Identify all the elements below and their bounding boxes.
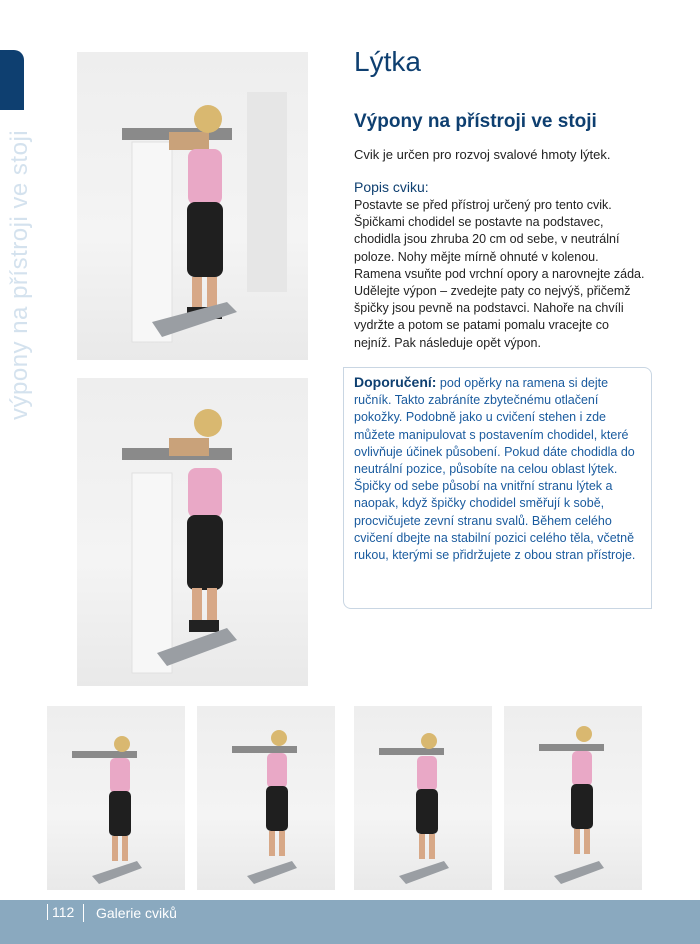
sequence-photo-2 — [197, 706, 335, 890]
exercise-photo-raised — [77, 378, 308, 686]
footer-section-title: Galerie cviků — [96, 905, 177, 921]
intro-text: Cvik je určen pro rozvoj svalové hmoty lýtek. — [354, 147, 611, 162]
side-label: výpony na přístroji ve stoji — [6, 129, 33, 420]
recommendation-heading: Doporučení: — [354, 374, 437, 390]
page-number: 112 — [47, 904, 74, 920]
recommendation-text: pod opěrky na ramena si dejte ručník. Takto zabráníte zbytečnému otlačení pokožky. Podobně jako u cvičení stehen i zde můžete manipulovat s postavením chodidel, které ovlivňuje účinek působení. Pokud dáte chodidla do neutrální pozice, působíte na celou oblast lýtek. Špičky od sebe působí na vnitřní stranu lýtek a naopak, když špičky chodidel směřují k sobě, procvičujete zevní stranu svalů. Během celého cvičení dbejte na stabilní pozici celého těla, včetně rukou, kterými se přidržujete z obou stran přístroje. — [354, 376, 636, 563]
description-heading: Popis cviku: — [354, 179, 429, 195]
sequence-photo-3 — [354, 706, 492, 890]
chapter-tab — [0, 50, 24, 110]
description-text: Postavte se před přístroj určený pro tento cvik. Špičkami chodidel se postavte na podstavec, chodidla jsou zhruba 20 cm od sebe, v neutrální poloze. Nohy mějte mírně ohnuté v kolenou. Ramena vsuňte pod vrchní opory a narovnejte záda. Udělejte výpon – zvedejte paty co nejvýš, přičemž špičky jsou pevně na podstavci. Nahoře na chvíli vydržte a potom se patami pomalu vracejte co nejníž. Pak následuje opět výpon. — [354, 198, 645, 350]
page-title: Lýtka — [354, 46, 421, 77]
sequence-photo-1 — [47, 706, 185, 890]
exercise-title: Výpony na přístroji ve stoji — [354, 111, 597, 132]
recommendation-box — [343, 367, 652, 609]
sequence-photo-4 — [504, 706, 642, 890]
exercise-photo-start — [77, 52, 308, 360]
footer-divider — [83, 904, 84, 922]
